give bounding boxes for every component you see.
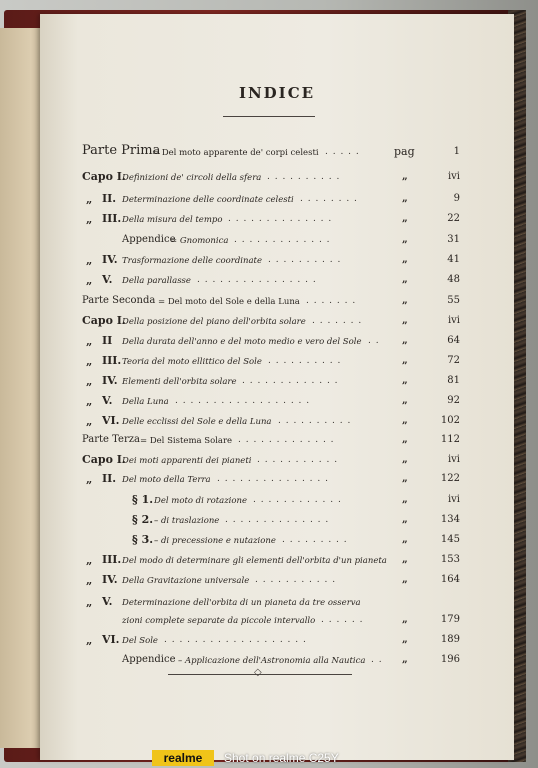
page-ditto: „ bbox=[402, 171, 408, 182]
index-entry bbox=[40, 293, 514, 313]
ditto-mark: „ bbox=[86, 574, 93, 587]
index-entry bbox=[40, 594, 514, 614]
page-number: 22 bbox=[447, 213, 460, 224]
entry-label: II. bbox=[102, 192, 117, 205]
index-entry bbox=[40, 572, 514, 592]
entry-label: IV. bbox=[102, 573, 118, 586]
leader-dots: . . . . . . . . . . bbox=[278, 416, 352, 426]
leader-dots: . . . . . . . . bbox=[300, 194, 358, 204]
page-number: ivi bbox=[447, 454, 460, 465]
entry-label: V. bbox=[102, 273, 113, 286]
index-entry bbox=[40, 413, 514, 433]
page-number: 64 bbox=[447, 335, 460, 346]
index-entry bbox=[40, 432, 514, 452]
title-rule bbox=[223, 116, 315, 117]
entry-title: Determinazione dell'orbita di un pianeta da tre osserva bbox=[122, 598, 361, 608]
entry-label: VI. bbox=[102, 633, 120, 646]
index-entry bbox=[40, 373, 514, 393]
entry-title: Trasformazione delle coordinate bbox=[122, 256, 262, 266]
index-entry bbox=[40, 211, 514, 231]
index-entry bbox=[40, 353, 514, 373]
leader-dots: . . . . . . . . . . . . . bbox=[234, 235, 331, 245]
index-entry bbox=[40, 144, 514, 164]
entry-label: § 3. bbox=[132, 533, 154, 546]
page-number: 31 bbox=[447, 234, 460, 245]
entry-title: Delle ecclissi del Sole e della Luna bbox=[122, 417, 272, 427]
index-entry bbox=[40, 169, 514, 189]
entry-label: Capo I. bbox=[82, 453, 126, 466]
ditto-mark: „ bbox=[86, 355, 93, 368]
leader-dots: . . . . . . . . . . . . . . bbox=[228, 214, 333, 224]
entry-label: V. bbox=[102, 394, 113, 407]
entry-label: Capo I. bbox=[82, 170, 126, 183]
page-ditto: „ bbox=[402, 454, 408, 465]
page-ditto: „ bbox=[402, 494, 408, 505]
page-ditto: „ bbox=[402, 254, 408, 265]
entry-label: Appendice bbox=[122, 654, 176, 665]
leader-dots: . . . . . . . . . . . bbox=[255, 575, 337, 585]
leader-dots: . . . . . . . . . . . . . . bbox=[225, 515, 330, 525]
entry-title: Dei moti apparenti dei pianeti bbox=[122, 456, 252, 466]
index-entry bbox=[40, 552, 514, 572]
page-ditto: „ bbox=[402, 315, 408, 326]
entry-label: Parte Seconda bbox=[82, 295, 156, 306]
page-ditto: „ bbox=[402, 434, 408, 445]
ditto-mark: „ bbox=[86, 213, 93, 226]
entry-label: II. bbox=[102, 472, 117, 485]
page-ditto: pag bbox=[394, 145, 415, 158]
entry-label: Parte Prima bbox=[82, 143, 161, 158]
leader-dots: . . . . . bbox=[325, 147, 360, 157]
index-entry bbox=[40, 272, 514, 292]
watermark-text: Shot on realme C25Y bbox=[224, 751, 339, 765]
entry-label: III. bbox=[102, 212, 122, 225]
entry-title: = Gnomonica bbox=[170, 236, 229, 246]
entry-title: Della parallasse bbox=[122, 276, 191, 286]
closing-ornament-icon: ◇ bbox=[254, 667, 262, 678]
page-number: 1 bbox=[453, 146, 460, 157]
entry-title: – Applicazione dell'Astronomia alla Nautica bbox=[178, 656, 366, 666]
page-number: 189 bbox=[440, 634, 460, 645]
leader-dots: . . . . . . . . . . . . . . . bbox=[217, 474, 329, 484]
leader-dots: . . . . . . . . . . . . . bbox=[242, 376, 339, 386]
page-number: 145 bbox=[440, 534, 460, 545]
ditto-mark: „ bbox=[86, 254, 93, 267]
page-number: 112 bbox=[440, 434, 460, 445]
leader-dots: . . bbox=[371, 655, 383, 665]
index-entry bbox=[40, 471, 514, 491]
page-number: 164 bbox=[440, 574, 460, 585]
page-ditto: „ bbox=[402, 634, 408, 645]
leader-dots: . . . . . . . . . . bbox=[268, 356, 342, 366]
index-entry bbox=[40, 393, 514, 413]
ditto-mark: „ bbox=[86, 415, 93, 428]
entry-label: III. bbox=[102, 553, 122, 566]
leader-dots: . . . . . . . bbox=[306, 296, 357, 306]
entry-title: Del moto della Terra bbox=[122, 475, 211, 485]
left-page-edge bbox=[0, 28, 44, 748]
entry-title: Della durata dell'anno e del moto medio e vero del Sole bbox=[122, 337, 362, 347]
page-number: 9 bbox=[453, 193, 460, 204]
page-ditto: „ bbox=[402, 234, 408, 245]
leader-dots: . . . . . . . . . . bbox=[267, 172, 341, 182]
ditto-mark: „ bbox=[86, 634, 93, 647]
page-number: ivi bbox=[447, 171, 460, 182]
page-number: 48 bbox=[447, 274, 460, 285]
page-number: 102 bbox=[440, 415, 460, 426]
page-ditto: „ bbox=[402, 355, 408, 366]
page-number: 81 bbox=[447, 375, 460, 386]
entry-title: Del modo di determinare gli elementi dell'orbita d'un pianeta bbox=[122, 556, 387, 566]
entry-title: Della posizione del piano dell'orbita solare bbox=[122, 317, 306, 327]
page-number: 122 bbox=[440, 473, 460, 484]
index-entry bbox=[40, 191, 514, 211]
page-ditto: „ bbox=[402, 514, 408, 525]
ditto-mark: „ bbox=[86, 554, 93, 567]
index-entry bbox=[40, 313, 514, 333]
page-ditto: „ bbox=[402, 534, 408, 545]
ditto-mark: „ bbox=[86, 274, 93, 287]
ditto-mark: „ bbox=[86, 473, 93, 486]
entry-title: Della Gravitazione universale bbox=[122, 576, 250, 586]
page-ditto: „ bbox=[402, 473, 408, 484]
entry-label: III. bbox=[102, 354, 122, 367]
index-page bbox=[40, 14, 514, 760]
index-entry bbox=[40, 492, 514, 512]
page-number: 134 bbox=[440, 514, 460, 525]
leader-dots: . . . . . . . . . . . . . . . . . . . bbox=[164, 635, 307, 645]
entry-title: Della Luna bbox=[122, 397, 169, 407]
entry-title: Del moto di rotazione bbox=[154, 496, 248, 506]
entry-title: zioni complete separate da piccole intervallo bbox=[122, 616, 316, 626]
entry-title: Teoria del moto ellittico del Sole bbox=[122, 357, 262, 367]
page-number: 55 bbox=[447, 295, 460, 306]
entry-label: Parte Terza bbox=[82, 434, 140, 445]
ditto-mark: „ bbox=[86, 335, 93, 348]
entry-title: Del Sole bbox=[122, 636, 158, 646]
page-ditto: „ bbox=[402, 654, 408, 665]
page-number: 196 bbox=[440, 654, 460, 665]
entry-label: IV. bbox=[102, 374, 118, 387]
page-number: ivi bbox=[447, 494, 460, 505]
entry-label: Capo I. bbox=[82, 314, 126, 327]
entry-title: = Del moto apparente de' corpi celesti bbox=[152, 148, 319, 158]
page-ditto: „ bbox=[402, 554, 408, 565]
entry-label: § 1. bbox=[132, 493, 154, 506]
index-entry bbox=[40, 632, 514, 652]
leader-dots: . . . . . . . . . . . . . bbox=[238, 435, 335, 445]
page-number: 41 bbox=[447, 254, 460, 265]
entry-label: Appendice bbox=[122, 234, 176, 245]
leader-dots: . . bbox=[368, 336, 380, 346]
page-ditto: „ bbox=[402, 213, 408, 224]
page-ditto: „ bbox=[402, 574, 408, 585]
page-ditto: „ bbox=[402, 395, 408, 406]
ditto-mark: „ bbox=[86, 596, 93, 609]
leader-dots: . . . . . . . . . . . . . . . . . . bbox=[175, 396, 311, 406]
page-ditto: „ bbox=[402, 193, 408, 204]
leader-dots: . . . . . . . . . bbox=[282, 535, 348, 545]
leader-dots: . . . . . . . . . . . bbox=[257, 455, 339, 465]
entry-title: – di traslazione bbox=[154, 516, 220, 526]
page-title: INDICE bbox=[238, 84, 316, 102]
index-entry bbox=[40, 532, 514, 552]
leader-dots: . . . . . . . . . . bbox=[268, 255, 342, 265]
index-entry bbox=[40, 333, 514, 353]
page-number: ivi bbox=[447, 315, 460, 326]
index-entry bbox=[40, 452, 514, 472]
page-ditto: „ bbox=[402, 295, 408, 306]
entry-title: Definizioni de' circoli della sfera bbox=[122, 173, 262, 183]
index-entry bbox=[40, 612, 514, 632]
entry-label: VI. bbox=[102, 414, 120, 427]
ditto-mark: „ bbox=[86, 193, 93, 206]
page-ditto: „ bbox=[402, 335, 408, 346]
entry-title: – di precessione e nutazione bbox=[154, 536, 276, 546]
leader-dots: . . . . . . bbox=[321, 615, 364, 625]
leader-dots: . . . . . . . . . . . . bbox=[253, 495, 342, 505]
index-entry bbox=[40, 652, 514, 672]
ditto-mark: „ bbox=[86, 395, 93, 408]
entry-title: = Del Sistema Solare bbox=[140, 436, 233, 446]
entry-title: Elementi dell'orbita solare bbox=[122, 377, 237, 387]
entry-label: § 2. bbox=[132, 513, 154, 526]
entry-title: Determinazione delle coordinate celesti bbox=[122, 195, 294, 205]
entry-label: V. bbox=[102, 595, 113, 608]
entry-label: II bbox=[102, 334, 113, 347]
entry-title: = Del moto del Sole e della Luna bbox=[158, 297, 300, 307]
page-ditto: „ bbox=[402, 415, 408, 426]
page-number: 153 bbox=[440, 554, 460, 565]
entry-title: Della misura del tempo bbox=[122, 215, 223, 225]
index-entry bbox=[40, 252, 514, 272]
page-number: 72 bbox=[447, 355, 460, 366]
index-entry bbox=[40, 232, 514, 252]
page-ditto: „ bbox=[402, 375, 408, 386]
page-ditto: „ bbox=[402, 614, 408, 625]
watermark-brand: realme bbox=[152, 750, 214, 766]
page-ditto: „ bbox=[402, 274, 408, 285]
ditto-mark: „ bbox=[86, 375, 93, 388]
page-number: 179 bbox=[440, 614, 460, 625]
page-number: 92 bbox=[447, 395, 460, 406]
entry-label: IV. bbox=[102, 253, 118, 266]
index-entry bbox=[40, 512, 514, 532]
leader-dots: . . . . . . . . . . . . . . . . bbox=[197, 275, 317, 285]
leader-dots: . . . . . . . bbox=[312, 316, 363, 326]
